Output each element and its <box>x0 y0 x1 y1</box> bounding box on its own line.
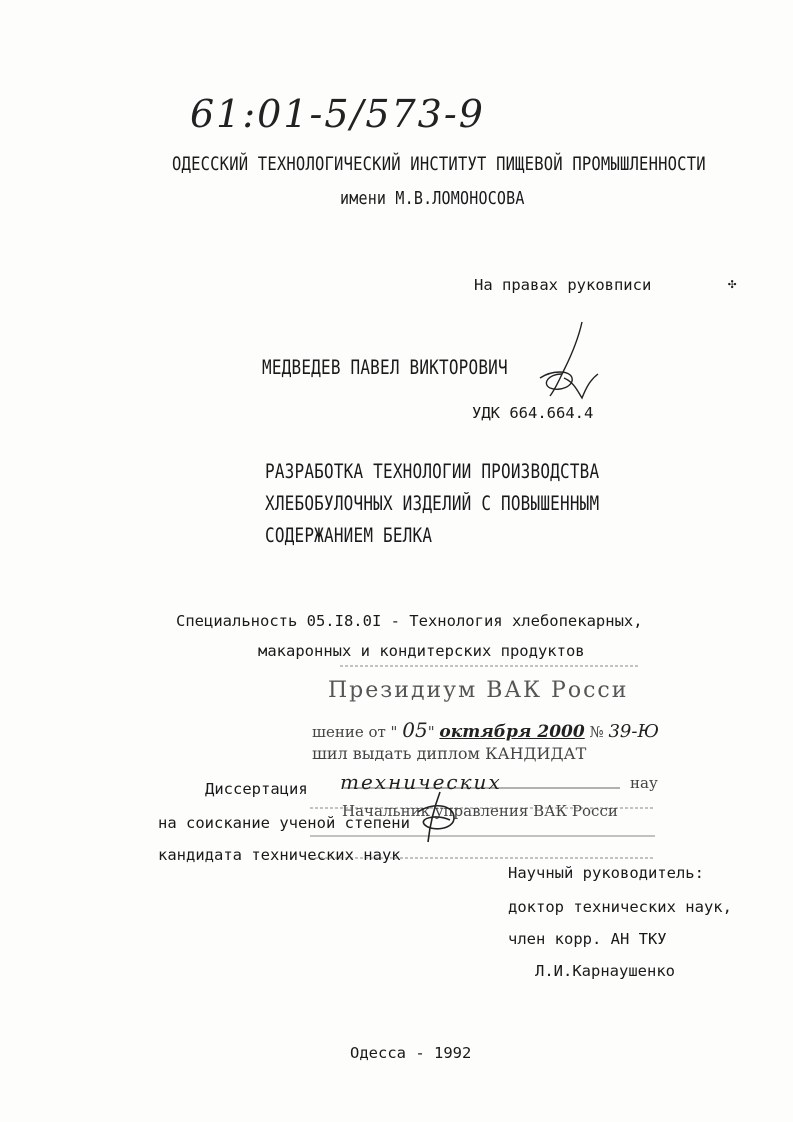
institution-name: ОДЕССКИЙ ТЕХНОЛОГИЧЕСКИЙ ИНСТИТУТ ПИЩЕВОЙ ПРОМЫШЛЕННОСТИ <box>172 153 706 175</box>
supervisor-name: Л.И.Карнаушенко <box>535 962 675 980</box>
supervisor-line: Научный руководитель: <box>508 864 704 882</box>
author-signature-icon <box>520 318 610 408</box>
stamp-decision-month: октября 2000 <box>439 722 585 742</box>
thesis-title-line: ХЛЕБОБУЛОЧНЫХ ИЗДЕЛИЙ С ПОВЫШЕННЫМ <box>265 492 600 515</box>
stamp-science-suffix: нау <box>630 774 658 792</box>
stamp-decision-prefix: шение от " <box>312 723 398 741</box>
stamp-decision-no: 39-Ю <box>608 721 659 742</box>
stamp-decision-line: шение от " 05" октября 2000 № 39-Ю <box>312 718 659 742</box>
institution-named-after: имени М.В.ЛОМОНОСОВА <box>340 187 525 209</box>
supervisor-line: доктор технических наук, <box>508 898 732 916</box>
specialty-line: Специальность 05.I8.0I - Технология хлебопекарных, <box>176 612 643 630</box>
stamp-header: Президиум ВАК Росси <box>328 678 629 703</box>
specialty-line: макаронных и кондитерских продуктов <box>258 642 585 660</box>
stamp-decision-no-label: № <box>589 723 604 741</box>
dissertation-line: на соискание ученой степени <box>158 814 410 832</box>
stamp-permission-line: шил выдать диплом КАНДИДАТ <box>312 744 587 763</box>
dissertation-line: Диссертация <box>205 780 308 798</box>
author-name: МЕДВЕДЕВ ПАВЕЛ ВИКТОРОВИЧ <box>262 356 508 379</box>
thesis-title-line: РАЗРАБОТКА ТЕХНОЛОГИИ ПРОИЗВОДСТВА <box>265 460 600 483</box>
thesis-title-line: СОДЕРЖАНИЕМ БЕЛКА <box>265 524 433 547</box>
stamp-signature-icon <box>410 788 470 848</box>
city-year: Одесса - 1992 <box>350 1044 472 1062</box>
stamp-science-field: технических <box>340 770 502 794</box>
catalog-number: 61:01-5/573-9 <box>190 92 485 136</box>
supervisor-line: член корр. АН ТКУ <box>508 930 667 948</box>
manuscript-rights: На правах руковписи <box>474 276 652 294</box>
small-mark-icon: ✣ <box>728 276 737 292</box>
udc-code: УДК 664.664.4 <box>472 404 594 422</box>
dissertation-line: кандидата технических наук <box>158 846 401 864</box>
stamp-decision-day: 05 <box>402 718 428 742</box>
vak-stamp <box>300 660 660 868</box>
stamp-chief: Начальник управления ВАК Росси <box>342 802 618 820</box>
